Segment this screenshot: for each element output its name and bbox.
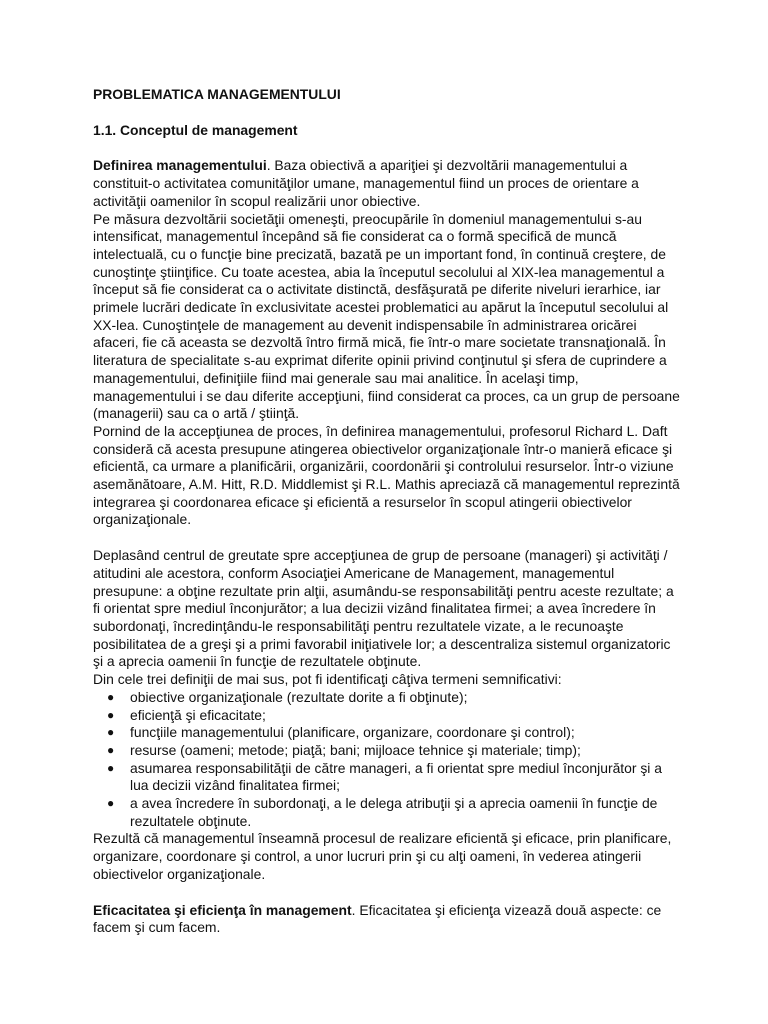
list-intro: Din cele trei definiţii de mai sus, pot fi identificaţi câţiva termeni semnificativi: [93, 671, 562, 688]
document-title: PROBLEMATICA MANAGEMENTULUI [93, 86, 341, 102]
list-item-text: resurse (oameni; metode; piaţă; bani; mijloace tehnice şi materiale; timp); [130, 741, 581, 758]
terms-list [93, 689, 683, 831]
efficiency-paragraph-block [93, 902, 683, 937]
list-item-text: obiective organizaţionale (rezultate dorite a fi obţinute); [130, 688, 468, 705]
definition-lead: Definirea managementului [93, 157, 267, 174]
efficiency-paragraph [93, 902, 683, 937]
conclusion-paragraph: Rezultă că managementul înseamnă procesul de realizare eficientă şi eficace, prin planificare, organizare, coordonare şi control, a unor lucruri prin şi cu alţi oameni, în vederea atingerii obiectivelor organizaţionale. [93, 830, 672, 882]
section-title: 1.1. Conceptul de management [93, 121, 298, 138]
bullet-icon: ● [107, 689, 115, 704]
bullet-icon: ● [107, 760, 115, 775]
bullet-icon: ● [107, 742, 115, 757]
list-item-text: asumarea responsabilităţii de către manageri, a fi orientat spre mediul înconjurător şi a lua decizii vizând finalitatea firmei; [130, 759, 662, 794]
paragraph-2: Pe măsura dezvoltării societăţii omeneşti, preocupările în domeniul managementului s-au intensificat, managementul începând să fie considerat ca o formă specifică de muncă intelectuală, cu o funcţie bine precizată, bazată pe un important fond, în continuă creştere, de cunoştinţe ştiinţifice. Cu toate acestea, abia la începutul secolului al XIX-lea managementul a început să fie considerat ca o activitate distinctă, desfăşurată pe diferite niveluri ierarhice, iar primele lucrări dedicate în exclusivitate acestei problematici au apărut la începutul secolului al XX-lea. Cunoştinţele de management au devenit indispensabile în administrarea oricărei afaceri, fie că aceasta se dezvoltă întro firmă mică, fie într-o mare societate transnaţională. În literatura de specialitate s-au exprimat diferite opinii privind conţinutul şi sfera de cuprindere a managementului, definiţiile fiind mai generale sau mai analitice. În acelaşi timp, managementului i se dau diferite accepţiuni, fiind considerat ca proces, ca un grup de persoane (managerii) sau ca o artă / ştiinţă. [93, 210, 680, 422]
managers-paragraph-block [93, 547, 683, 883]
bullet-icon: ● [107, 725, 115, 740]
efficiency-text: . Eficacitatea şi eficienţa vizează două aspecte: ce facem şi cum facem. [93, 901, 662, 936]
document-page [93, 86, 683, 937]
definition-text: . Baza obiectivă a apariţiei şi dezvoltării managementului a constituit-o activitatea comunităţilor umane, managementul fiind un proces de orientare a activităţii oamenilor în scopul realizării unor obiective. [93, 157, 639, 209]
bullet-icon: ● [107, 707, 115, 722]
list-item [93, 760, 683, 795]
paragraph-3: Pornind de la accepţiunea de proces, în definirea managementului, profesorul Richard L. Daft consideră că acesta presupune atingerea obiectivelor organizaţionale într-o manieră eficace şi eficientă, ca urmare a planificării, organizării, coordonării şi controlului resurselor. Într-o viziune asemănătoare, A.M. Hitt, R.D. Middlemist şi R.L. Mathis apreciază că managementul reprezintă integrarea şi coordonarea eficace şi eficientă a resurselor în scopul atingerii obiectivelor organizaţionale. [93, 422, 680, 528]
definition-paragraph [93, 157, 683, 529]
paragraph-1 [93, 157, 683, 210]
efficiency-lead: Eficacitatea şi eficienţa în management [93, 901, 352, 918]
list-item-text: funcţiile managementului (planificare, organizare, coordonare şi control); [130, 724, 575, 741]
list-item-text: a avea încredere în subordonaţi, a le delega atribuţii şi a aprecia oamenii în funcţie de rezultatele obţinute. [130, 795, 658, 829]
list-item [93, 689, 683, 707]
bullet-icon: ● [107, 796, 115, 811]
list-item [93, 707, 683, 725]
list-item [93, 742, 683, 760]
list-item [93, 795, 683, 830]
list-item-text: eficienţă şi eficacitate; [130, 706, 266, 723]
paragraph-4: Deplasând centrul de greutate spre accepţiunea de grup de persoane (manageri) şi activităţi / atitudini ale acestora, conform Asociaţiei Americane de Management, managementul presupune: a obţine rezultate prin alţii, asumându-se responsabilităţi pentru aceste rezultate; a fi orientat spre mediul înconjurător; a lua decizii vizând finalitatea firmei; a avea încredere în subordonaţi, încredinţându-le responsabilităţi pentru rezultatele vizate, a le recunoaşte posibilitatea de a greşi şi a primi favorabil iniţiativele lor; a descentraliza sistemul organizatoric şi a aprecia oamenii în funcţie de rezultatele obţinute. [93, 547, 674, 670]
list-item [93, 724, 683, 742]
